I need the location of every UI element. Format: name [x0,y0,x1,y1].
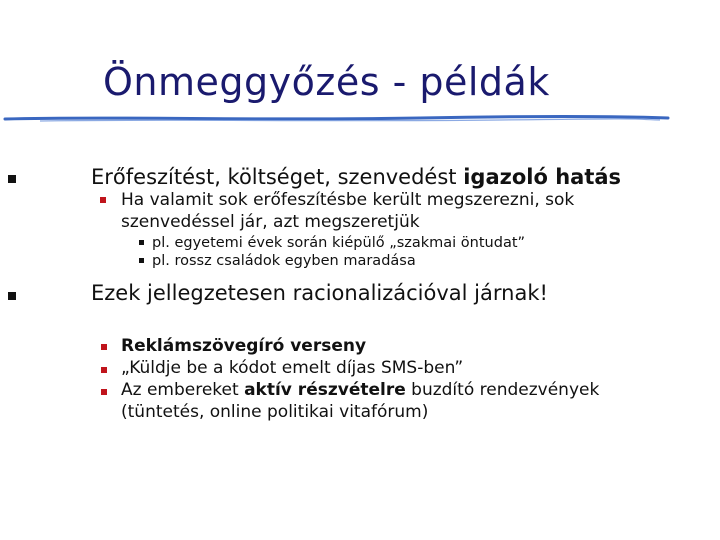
bullet-marker [100,197,106,203]
sub-bullet-copywriter-contest: Reklámszövegíró verseny [121,336,367,356]
title-underline [0,112,720,124]
sub-sub-bullet-families: pl. rossz családok egyben maradása [152,253,416,269]
slide-title: Önmeggyőzés - példák [103,60,550,104]
bullet-marker [101,344,107,350]
bullet-marker [8,175,16,183]
sub-bullet-sms-code: „Küldje be a kódot emelt díjas SMS-ben” [121,358,464,378]
bullet-marker [8,292,16,300]
bullet-marker [139,258,144,263]
bullet-effort-justification: Erőfeszítést, költséget, szenvedést igazoló hatás [91,165,622,189]
sub-bullet-active-participation: Az embereket aktív részvételre buzdító rendezvények [121,380,600,400]
bullet-marker [101,367,107,373]
sub-bullet-line2: szenvedéssel jár, azt megszeretjük [121,212,420,232]
bullet-marker [139,240,144,245]
sub-bullet-line1: Ha valamit sok erőfeszítésbe került megszerezni, sok [121,190,575,210]
bullet-rationalization: Ezek jellegzetesen racionalizációval járnak! [91,281,548,305]
bullet-marker [101,389,107,395]
sub-bullet-active-participation-line2: (tüntetés, online politikai vitafórum) [121,402,429,422]
sub-sub-bullet-university: pl. egyetemi évek során kiépülő „szakmai öntudat” [152,235,526,251]
